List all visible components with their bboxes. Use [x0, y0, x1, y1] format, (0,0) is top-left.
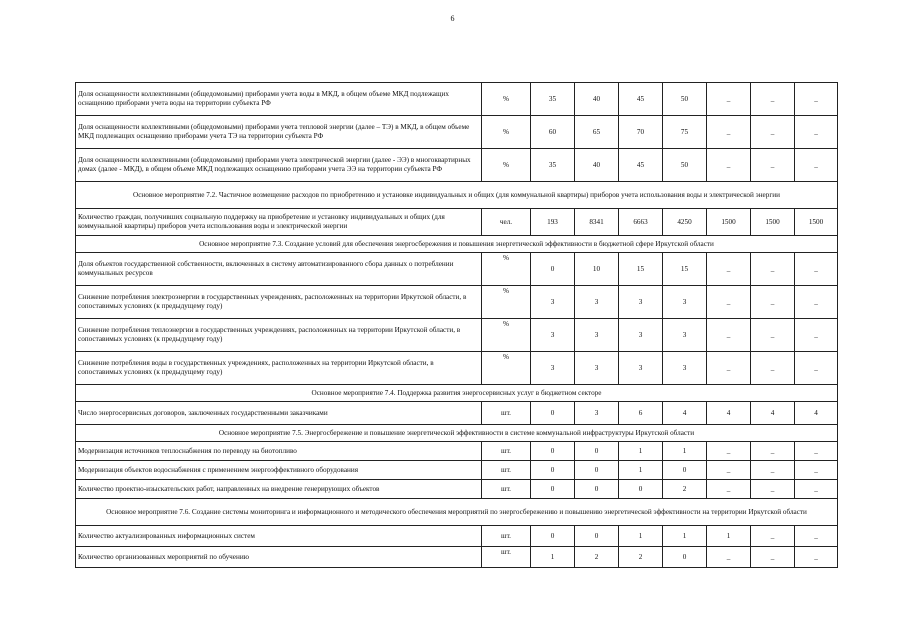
value-cell: 6663 — [619, 209, 663, 236]
value-cell: 0 — [531, 402, 575, 425]
value-cell: 3 — [531, 286, 575, 319]
value-cell: _ — [751, 547, 795, 568]
value-cell: _ — [795, 442, 838, 461]
value-cell: _ — [707, 253, 751, 286]
unit-cell: шт. — [482, 442, 531, 461]
page-number: 6 — [450, 14, 455, 23]
value-cell: 4 — [663, 402, 707, 425]
value-cell: 8341 — [575, 209, 619, 236]
value-cell: 4 — [751, 402, 795, 425]
value-cell: _ — [707, 116, 751, 149]
value-cell: 4 — [795, 402, 838, 425]
indicator-name: Число энергосервисных договоров, заключенных государственными заказчиками — [76, 402, 482, 425]
value-cell: _ — [795, 253, 838, 286]
value-cell: 40 — [575, 149, 619, 182]
value-cell: 75 — [663, 116, 707, 149]
value-cell: _ — [751, 253, 795, 286]
value-cell: _ — [751, 286, 795, 319]
value-cell: 1 — [663, 442, 707, 461]
value-cell: 1 — [707, 526, 751, 547]
table-row — [76, 149, 838, 182]
table-row — [76, 116, 838, 149]
value-cell: 40 — [575, 83, 619, 116]
value-cell: 3 — [531, 319, 575, 352]
value-cell: 3 — [575, 352, 619, 385]
value-cell: _ — [751, 352, 795, 385]
table-row — [76, 442, 838, 461]
value-cell: 0 — [663, 461, 707, 480]
value-cell: _ — [751, 442, 795, 461]
value-cell: 0 — [531, 442, 575, 461]
value-cell: 1 — [619, 461, 663, 480]
value-cell: 65 — [575, 116, 619, 149]
value-cell: 15 — [663, 253, 707, 286]
value-cell: 70 — [619, 116, 663, 149]
value-cell: 3 — [619, 319, 663, 352]
value-cell: 15 — [619, 253, 663, 286]
value-cell: 0 — [619, 480, 663, 499]
value-cell: _ — [751, 83, 795, 116]
unit-cell: чел. — [482, 209, 531, 236]
section-row — [76, 385, 838, 402]
value-cell: 1500 — [751, 209, 795, 236]
indicator-name: Модернизация источников теплоснабжения по переводу на биотопливо — [76, 442, 482, 461]
value-cell: _ — [707, 442, 751, 461]
indicator-name: Снижение потребления электроэнергии в государственных учреждениях, расположенных на территории Иркутской области, в сопоставимых условиях (к предыдущему году) — [76, 286, 482, 319]
value-cell: 3 — [575, 319, 619, 352]
unit-cell: шт. — [482, 402, 531, 425]
value-cell: _ — [795, 116, 838, 149]
table-row — [76, 286, 838, 319]
value-cell: _ — [795, 547, 838, 568]
table-row — [76, 547, 838, 568]
indicator-name: Доля оснащенности коллективными (общедомовыми) приборами учета воды в МКД, в общем объеме МКД подлежащих оснащению приборами учета воды на территории субъекта РФ — [76, 83, 482, 116]
unit-cell: шт. — [482, 526, 531, 547]
value-cell: 3 — [575, 286, 619, 319]
section-row — [76, 236, 838, 253]
value-cell: 0 — [575, 442, 619, 461]
value-cell: 3 — [531, 352, 575, 385]
value-cell: _ — [707, 149, 751, 182]
table-row — [76, 209, 838, 236]
indicator-name: Количество организованных мероприятий по обучению — [76, 547, 482, 568]
value-cell: _ — [795, 286, 838, 319]
value-cell: 6 — [619, 402, 663, 425]
value-cell: _ — [795, 480, 838, 499]
value-cell: _ — [751, 461, 795, 480]
table-row — [76, 319, 838, 352]
unit-cell: % — [482, 149, 531, 182]
value-cell: _ — [707, 352, 751, 385]
value-cell: _ — [751, 116, 795, 149]
table-row — [76, 480, 838, 499]
value-cell: 0 — [531, 461, 575, 480]
table-row — [76, 83, 838, 116]
section-row — [76, 425, 838, 442]
value-cell: _ — [751, 319, 795, 352]
value-cell: _ — [707, 319, 751, 352]
section-row — [76, 182, 838, 209]
indicator-name: Доля оснащенности коллективными (общедомовыми) приборами учета тепловой энергии (далее – ТЭ) в МКД, в общем объеме МКД подлежащих оснащению приборами учета ТЭ на территории субъекта РФ — [76, 116, 482, 149]
value-cell: 4 — [707, 402, 751, 425]
unit-cell: шт. — [482, 461, 531, 480]
value-cell: _ — [707, 286, 751, 319]
value-cell: _ — [751, 526, 795, 547]
value-cell: _ — [707, 461, 751, 480]
value-cell: _ — [707, 547, 751, 568]
unit-cell: % — [482, 253, 531, 286]
value-cell: 2 — [619, 547, 663, 568]
value-cell: 1500 — [707, 209, 751, 236]
indicator-name: Снижение потребления теплоэнергии в государственных учреждениях, расположенных на территории Иркутской области, в сопоставимых условиях (к предыдущему году) — [76, 319, 482, 352]
value-cell: 0 — [575, 461, 619, 480]
section-row — [76, 499, 838, 526]
value-cell: 2 — [663, 480, 707, 499]
unit-cell: % — [482, 83, 531, 116]
value-cell: _ — [707, 480, 751, 499]
unit-cell: % — [482, 116, 531, 149]
unit-cell: шт. — [482, 547, 531, 568]
value-cell: 3 — [575, 402, 619, 425]
value-cell: 1500 — [795, 209, 838, 236]
value-cell: _ — [751, 480, 795, 499]
value-cell: 0 — [531, 526, 575, 547]
section-title: Основное мероприятие 7.5. Энергосбережение и повышение энергетической эффективности в системе коммунальной инфраструктуры Иркутской области — [76, 425, 838, 442]
value-cell: _ — [795, 319, 838, 352]
value-cell: _ — [795, 83, 838, 116]
value-cell: _ — [795, 461, 838, 480]
value-cell: 1 — [531, 547, 575, 568]
value-cell: 10 — [575, 253, 619, 286]
value-cell: 60 — [531, 116, 575, 149]
value-cell: 0 — [575, 526, 619, 547]
value-cell: 0 — [663, 547, 707, 568]
unit-cell: % — [482, 286, 531, 319]
value-cell: 1 — [619, 526, 663, 547]
value-cell: 50 — [663, 83, 707, 116]
value-cell: 3 — [663, 286, 707, 319]
section-title: Основное мероприятие 7.6. Создание системы мониторинга и информационного и методического обеспечения мероприятий по энергосбережению и повышению энергетической эффективности на территории Иркутской области — [76, 499, 838, 526]
table-row — [76, 402, 838, 425]
value-cell: 35 — [531, 149, 575, 182]
value-cell: 3 — [619, 286, 663, 319]
value-cell: 3 — [619, 352, 663, 385]
value-cell: 1 — [663, 526, 707, 547]
value-cell: 0 — [531, 480, 575, 499]
indicator-name: Снижение потребления воды в государственных учреждениях, расположенных на территории Иркутской области, в сопоставимых условиях (к предыдущему году) — [76, 352, 482, 385]
indicator-name: Количество актуализированных информационных систем — [76, 526, 482, 547]
value-cell: 0 — [531, 253, 575, 286]
value-cell: 35 — [531, 83, 575, 116]
value-cell: _ — [795, 352, 838, 385]
value-cell: _ — [751, 149, 795, 182]
value-cell: 3 — [663, 352, 707, 385]
value-cell: _ — [795, 526, 838, 547]
value-cell: 3 — [663, 319, 707, 352]
indicator-name: Количество граждан, получивших социальную поддержку на приобретение и установку индивидуальных и общих (для коммунальной квартиры) приборов учета использования воды и электрической энергии — [76, 209, 482, 236]
value-cell: 0 — [575, 480, 619, 499]
value-cell: 2 — [575, 547, 619, 568]
table-row — [76, 253, 838, 286]
unit-cell: % — [482, 319, 531, 352]
table-row — [76, 461, 838, 480]
value-cell: _ — [795, 149, 838, 182]
section-title: Основное мероприятие 7.2. Частичное возмещение расходов по приобретению и установке индивидуальных и общих (для коммунальной квартиры) приборов учета использования воды и электрической энергии — [76, 182, 838, 209]
table-row — [76, 526, 838, 547]
value-cell: 1 — [619, 442, 663, 461]
unit-cell: % — [482, 352, 531, 385]
value-cell: 45 — [619, 83, 663, 116]
indicator-name: Количество проектно-изыскательских работ, направленных на внедрение генерирующих объектов — [76, 480, 482, 499]
value-cell: 4250 — [663, 209, 707, 236]
indicator-name: Доля объектов государственной собственности, включенных в систему автоматизированного сбора данных о потреблении коммунальных ресурсов — [76, 253, 482, 286]
value-cell: _ — [707, 83, 751, 116]
value-cell: 193 — [531, 209, 575, 236]
table-row — [76, 352, 838, 385]
indicators-table — [75, 82, 838, 568]
section-title: Основное мероприятие 7.4. Поддержка развития энергосервисных услуг в бюджетном секторе — [76, 385, 838, 402]
indicator-name: Доля оснащенности коллективными (общедомовыми) приборами учета электрической энергии (далее - ЭЭ) в многоквартирных домах (далее - МКД), в общем объеме МКД подлежащих оснащению приборами учета ЭЭ на территории субъекта РФ — [76, 149, 482, 182]
unit-cell: шт. — [482, 480, 531, 499]
indicator-name: Модернизация объектов водоснабжения с применением энергоэффективного оборудования — [76, 461, 482, 480]
section-title: Основное мероприятие 7.3. Создание условий для обеспечения энергосбережения и повышения энергетической эффективности в бюджетной сфере Иркутской области — [76, 236, 838, 253]
value-cell: 50 — [663, 149, 707, 182]
value-cell: 45 — [619, 149, 663, 182]
